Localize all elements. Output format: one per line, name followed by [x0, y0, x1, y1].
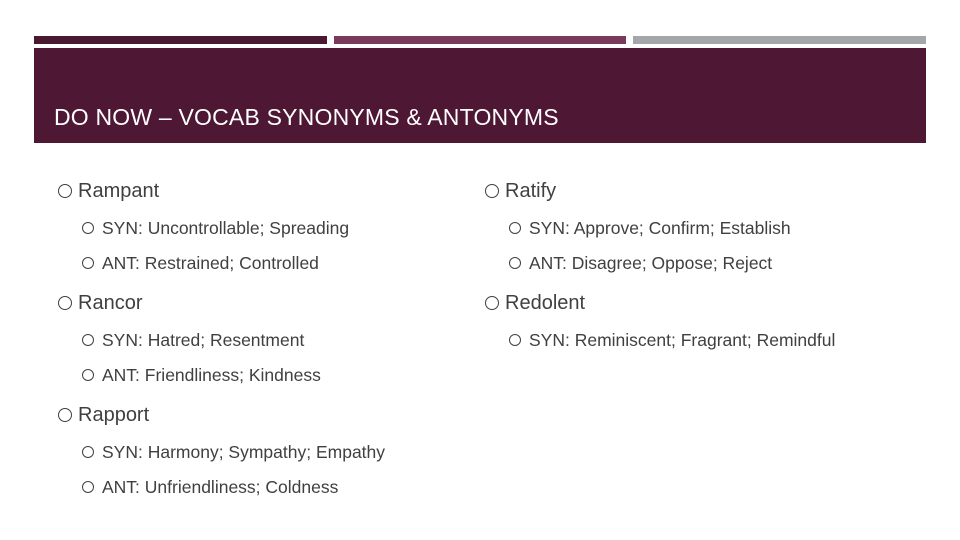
slide-title: DO NOW – VOCAB SYNONYMS & ANTONYMS — [54, 104, 559, 130]
term-label: Rancor — [78, 291, 143, 314]
antonym-item — [82, 251, 385, 275]
left-column — [58, 177, 385, 499]
term-item — [58, 289, 385, 317]
antonym-text: ANT: Disagree; Oppose; Reject — [529, 252, 773, 273]
term-label: Rapport — [78, 403, 150, 426]
synonym-text: SYN: Harmony; Sympathy; Empathy — [102, 441, 386, 462]
term-block-rancor — [58, 289, 385, 387]
synonym-text: SYN: Uncontrollable; Spreading — [102, 217, 350, 238]
synonym-item — [509, 328, 835, 352]
circle-bullet-icon — [58, 184, 72, 198]
circle-bullet-icon — [82, 222, 94, 234]
circle-bullet-icon — [82, 481, 94, 493]
circle-bullet-icon — [82, 446, 94, 458]
synonym-item — [82, 216, 385, 240]
circle-bullet-icon — [485, 184, 499, 198]
synonym-text: SYN: Reminiscent; Fragrant; Remindful — [529, 329, 836, 350]
title-band — [34, 48, 926, 143]
circle-bullet-icon — [82, 369, 94, 381]
circle-bullet-icon — [485, 296, 499, 310]
term-block-rampant — [58, 177, 385, 275]
synonym-item — [82, 328, 385, 352]
synonym-item — [509, 216, 835, 240]
antonym-item — [82, 363, 385, 387]
circle-bullet-icon — [82, 257, 94, 269]
antonym-text: ANT: Friendliness; Kindness — [102, 364, 321, 385]
circle-bullet-icon — [58, 408, 72, 422]
antonym-item — [82, 475, 385, 499]
term-item — [58, 177, 385, 205]
right-column — [485, 177, 835, 352]
circle-bullet-icon — [509, 257, 521, 269]
term-block-redolent — [485, 289, 835, 352]
term-label: Ratify — [505, 179, 557, 202]
term-label: Redolent — [505, 291, 586, 314]
term-item — [58, 401, 385, 429]
term-block-ratify — [485, 177, 835, 275]
accent-bar-gray — [633, 36, 926, 44]
accent-bar-dark — [34, 36, 327, 44]
term-block-rapport — [58, 401, 385, 499]
antonym-text: ANT: Restrained; Controlled — [102, 252, 319, 273]
antonym-text: ANT: Unfriendliness; Coldness — [102, 476, 339, 497]
circle-bullet-icon — [58, 296, 72, 310]
antonym-item — [509, 251, 835, 275]
circle-bullet-icon — [509, 222, 521, 234]
term-item — [485, 289, 835, 317]
term-item — [485, 177, 835, 205]
synonym-item — [82, 440, 385, 464]
synonym-text: SYN: Hatred; Resentment — [102, 329, 305, 350]
synonym-text: SYN: Approve; Confirm; Establish — [529, 217, 791, 238]
accent-bar-mid — [334, 36, 626, 44]
term-label: Rampant — [78, 179, 160, 202]
circle-bullet-icon — [509, 334, 521, 346]
circle-bullet-icon — [82, 334, 94, 346]
